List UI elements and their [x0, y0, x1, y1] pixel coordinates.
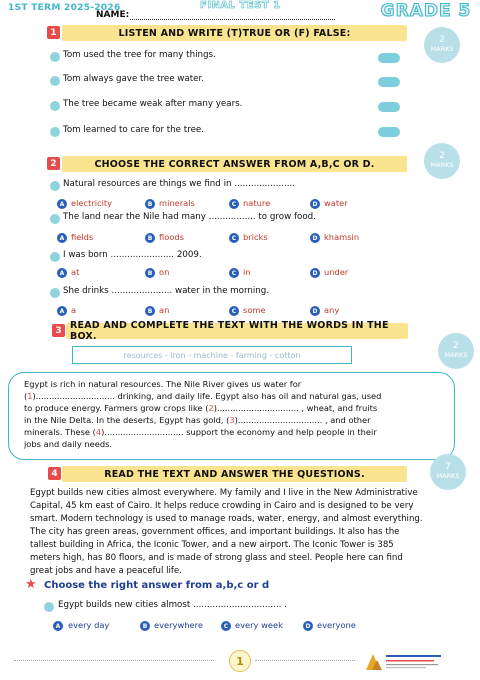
mcq-4-option-d[interactable]: any — [324, 305, 340, 315]
option-d-badge: D — [310, 306, 320, 316]
mcq-3-option-c[interactable]: in — [243, 267, 251, 277]
mcq-2-option-b[interactable]: floods — [159, 232, 184, 242]
page-number: 1 — [229, 650, 251, 672]
option-a-badge: A — [53, 621, 63, 631]
grade-title: GRADE 5 — [380, 1, 472, 21]
marks-number: 2 — [439, 151, 445, 162]
question-bullet-icon — [50, 214, 60, 224]
reading-option-b[interactable]: everywhere — [154, 620, 203, 630]
question-bullet-icon — [44, 602, 54, 612]
section-1-marks-badge — [424, 27, 460, 63]
mcq-question-4: She drinks ...................... water in the morning. — [63, 286, 270, 296]
tf-item-1: Tom used the tree for many things. — [63, 50, 216, 60]
mcq-4-option-c[interactable]: some — [243, 305, 266, 315]
blank-number-1: 1 — [27, 391, 33, 401]
tf-answer-field-4[interactable] — [378, 127, 400, 137]
mcq-1-option-a[interactable]: electricity — [71, 198, 113, 208]
option-c-badge: C — [229, 268, 239, 278]
reading-line-7: great jobs and have a peaceful life. — [30, 566, 182, 576]
reading-line-2: Capital, 45 km east of Cairo. It helps reduce crowding in Cairo and is designed to be very — [30, 501, 414, 511]
footer-divider-left — [14, 660, 214, 661]
passage-line-5[interactable]: minerals. These (4).............................. support the economy and help people in their — [24, 427, 377, 437]
footer-divider-right — [255, 660, 355, 661]
tf-answer-field-3[interactable] — [378, 102, 400, 112]
mcq-3-option-d[interactable]: under — [324, 267, 349, 277]
mcq-4-option-a[interactable]: a — [71, 305, 77, 315]
mcq-4-option-b[interactable]: an — [159, 305, 170, 315]
option-a-badge: A — [57, 268, 67, 278]
reading-line-6: meters high, has 80 floors, and is made of strong glass and steel. People here can find — [30, 553, 403, 563]
reading-option-c[interactable]: every week — [235, 620, 283, 630]
reading-line-1: Egypt builds new cities almost everywhere. My family and I live in the New Administrative — [30, 488, 418, 498]
mcq-2-option-a[interactable]: fields — [71, 232, 94, 242]
option-c-badge: C — [221, 621, 231, 631]
marks-label: MARKS — [436, 472, 460, 481]
option-b-badge: B — [140, 621, 150, 631]
mcq-2-option-c[interactable]: bricks — [243, 232, 268, 242]
option-a-badge: A — [57, 199, 67, 209]
option-c-badge: C — [229, 199, 239, 209]
marks-number: 2 — [453, 341, 459, 352]
option-b-badge: B — [145, 199, 155, 209]
passage-line-6: jobs and daily needs. — [24, 439, 113, 449]
passage-line-3[interactable]: to produce energy. Farmers grow crops like (2)............................... , wheat, and fruits — [24, 403, 378, 413]
option-d-badge: D — [310, 268, 320, 278]
test-title: FINAL TEST 1 — [200, 0, 281, 11]
marks-label: MARKS — [444, 351, 468, 360]
question-bullet-icon — [50, 288, 60, 298]
option-a-badge: A — [57, 306, 67, 316]
question-bullet-icon — [50, 252, 60, 262]
reading-line-3: smart. Modern technology is used to manage roads, water, energy, and almost everything. — [30, 514, 423, 524]
section-4-marks-badge — [430, 454, 466, 490]
option-b-badge: B — [145, 306, 155, 316]
mcq-question-1: Natural resources are things we find in ...................... — [63, 179, 296, 189]
name-blank-line[interactable] — [130, 19, 335, 20]
mcq-1-option-b[interactable]: minerals — [159, 198, 195, 208]
section-2-title: CHOOSE THE CORRECT ANSWER FROM A,B,C OR D. — [62, 156, 407, 172]
name-label: NAME: — [96, 10, 130, 20]
subheading: Choose the right answer from a,b,c or d — [44, 580, 270, 591]
question-bullet-icon — [50, 101, 60, 111]
reading-option-a[interactable]: every day — [68, 620, 110, 630]
option-b-badge: B — [145, 233, 155, 243]
option-c-badge: C — [229, 233, 239, 243]
publisher-logo-icon — [362, 650, 448, 672]
passage-line-1: Egypt is rich in natural resources. The Nile River gives us water for — [24, 379, 302, 389]
section-4-number: 4 — [48, 467, 61, 480]
section-4-title: READ THE TEXT AND ANSWER THE QUESTIONS. — [62, 466, 407, 482]
reading-line-5: tallest building in Africa, the Iconic Tower, and a new airport. The Iconic Tower is 385 — [30, 540, 394, 550]
mcq-1-option-d[interactable]: water — [324, 198, 348, 208]
passage-line-2[interactable]: (1).............................. drinking, and daily life. Egypt also has oil and natural gas, used — [24, 391, 382, 401]
question-bullet-icon — [50, 181, 60, 191]
reading-question-1: Egypt builds new cities almost ................................ . — [58, 600, 287, 610]
tf-answer-field-1[interactable] — [378, 53, 400, 63]
blank-number-4: 4 — [95, 427, 102, 437]
mcq-question-2: The land near the Nile had many ................. to grow food. — [63, 212, 316, 222]
section-1-number: 1 — [47, 26, 60, 39]
mcq-3-option-a[interactable]: at — [71, 267, 80, 277]
reading-line-4: The city has green areas, government offices, and important buildings. It also has the — [30, 527, 400, 537]
question-bullet-icon — [50, 76, 60, 86]
star-icon: ★ — [25, 577, 37, 592]
marks-number: 7 — [445, 462, 451, 473]
tf-item-4: Tom learned to care for the tree. — [63, 125, 205, 135]
option-c-badge: C — [229, 306, 239, 316]
marks-number: 2 — [439, 35, 445, 46]
option-d-badge: D — [303, 621, 313, 631]
question-bullet-icon — [50, 127, 60, 137]
tf-answer-field-2[interactable] — [378, 77, 400, 87]
blank-number-3: 3 — [229, 415, 235, 425]
passage-line-4[interactable]: in the Nile Delta. In the deserts, Egypt has gold, (3)................................ , and other — [24, 415, 371, 425]
marks-label: MARKS — [430, 161, 454, 170]
blank-number-2: 2 — [208, 403, 214, 413]
section-3-number: 3 — [52, 324, 65, 337]
mcq-2-option-d[interactable]: khamsin — [324, 232, 360, 242]
mcq-1-option-c[interactable]: nature — [243, 198, 271, 208]
marks-label: MARKS — [430, 45, 454, 54]
question-bullet-icon — [50, 52, 60, 62]
publisher-logo — [362, 650, 448, 672]
tf-item-2: Tom always gave the tree water. — [63, 74, 205, 84]
mcq-question-3: I was born ....................... 2009. — [63, 250, 202, 260]
mcq-3-option-b[interactable]: on — [159, 267, 170, 277]
reading-option-d[interactable]: everyone — [317, 620, 356, 630]
option-d-badge: D — [310, 199, 320, 209]
option-d-badge: D — [310, 233, 320, 243]
section-2-marks-badge — [424, 143, 460, 179]
tf-item-3: The tree became weak after many years. — [63, 99, 243, 109]
section-2-number: 2 — [47, 157, 60, 170]
option-a-badge: A — [57, 233, 67, 243]
section-3-marks-badge — [438, 333, 474, 369]
section-3-title: READ AND COMPLETE THE TEXT WITH THE WORDS IN THE BOX. — [66, 323, 408, 339]
option-b-badge: B — [145, 268, 155, 278]
term-label: 1ST TERM 2025-2026 — [8, 3, 121, 13]
section-1-title: LISTEN AND WRITE (T)TRUE OR (F) FALSE: — [62, 25, 407, 41]
word-box: resources - iron - machine - farming - cotton — [72, 346, 352, 364]
